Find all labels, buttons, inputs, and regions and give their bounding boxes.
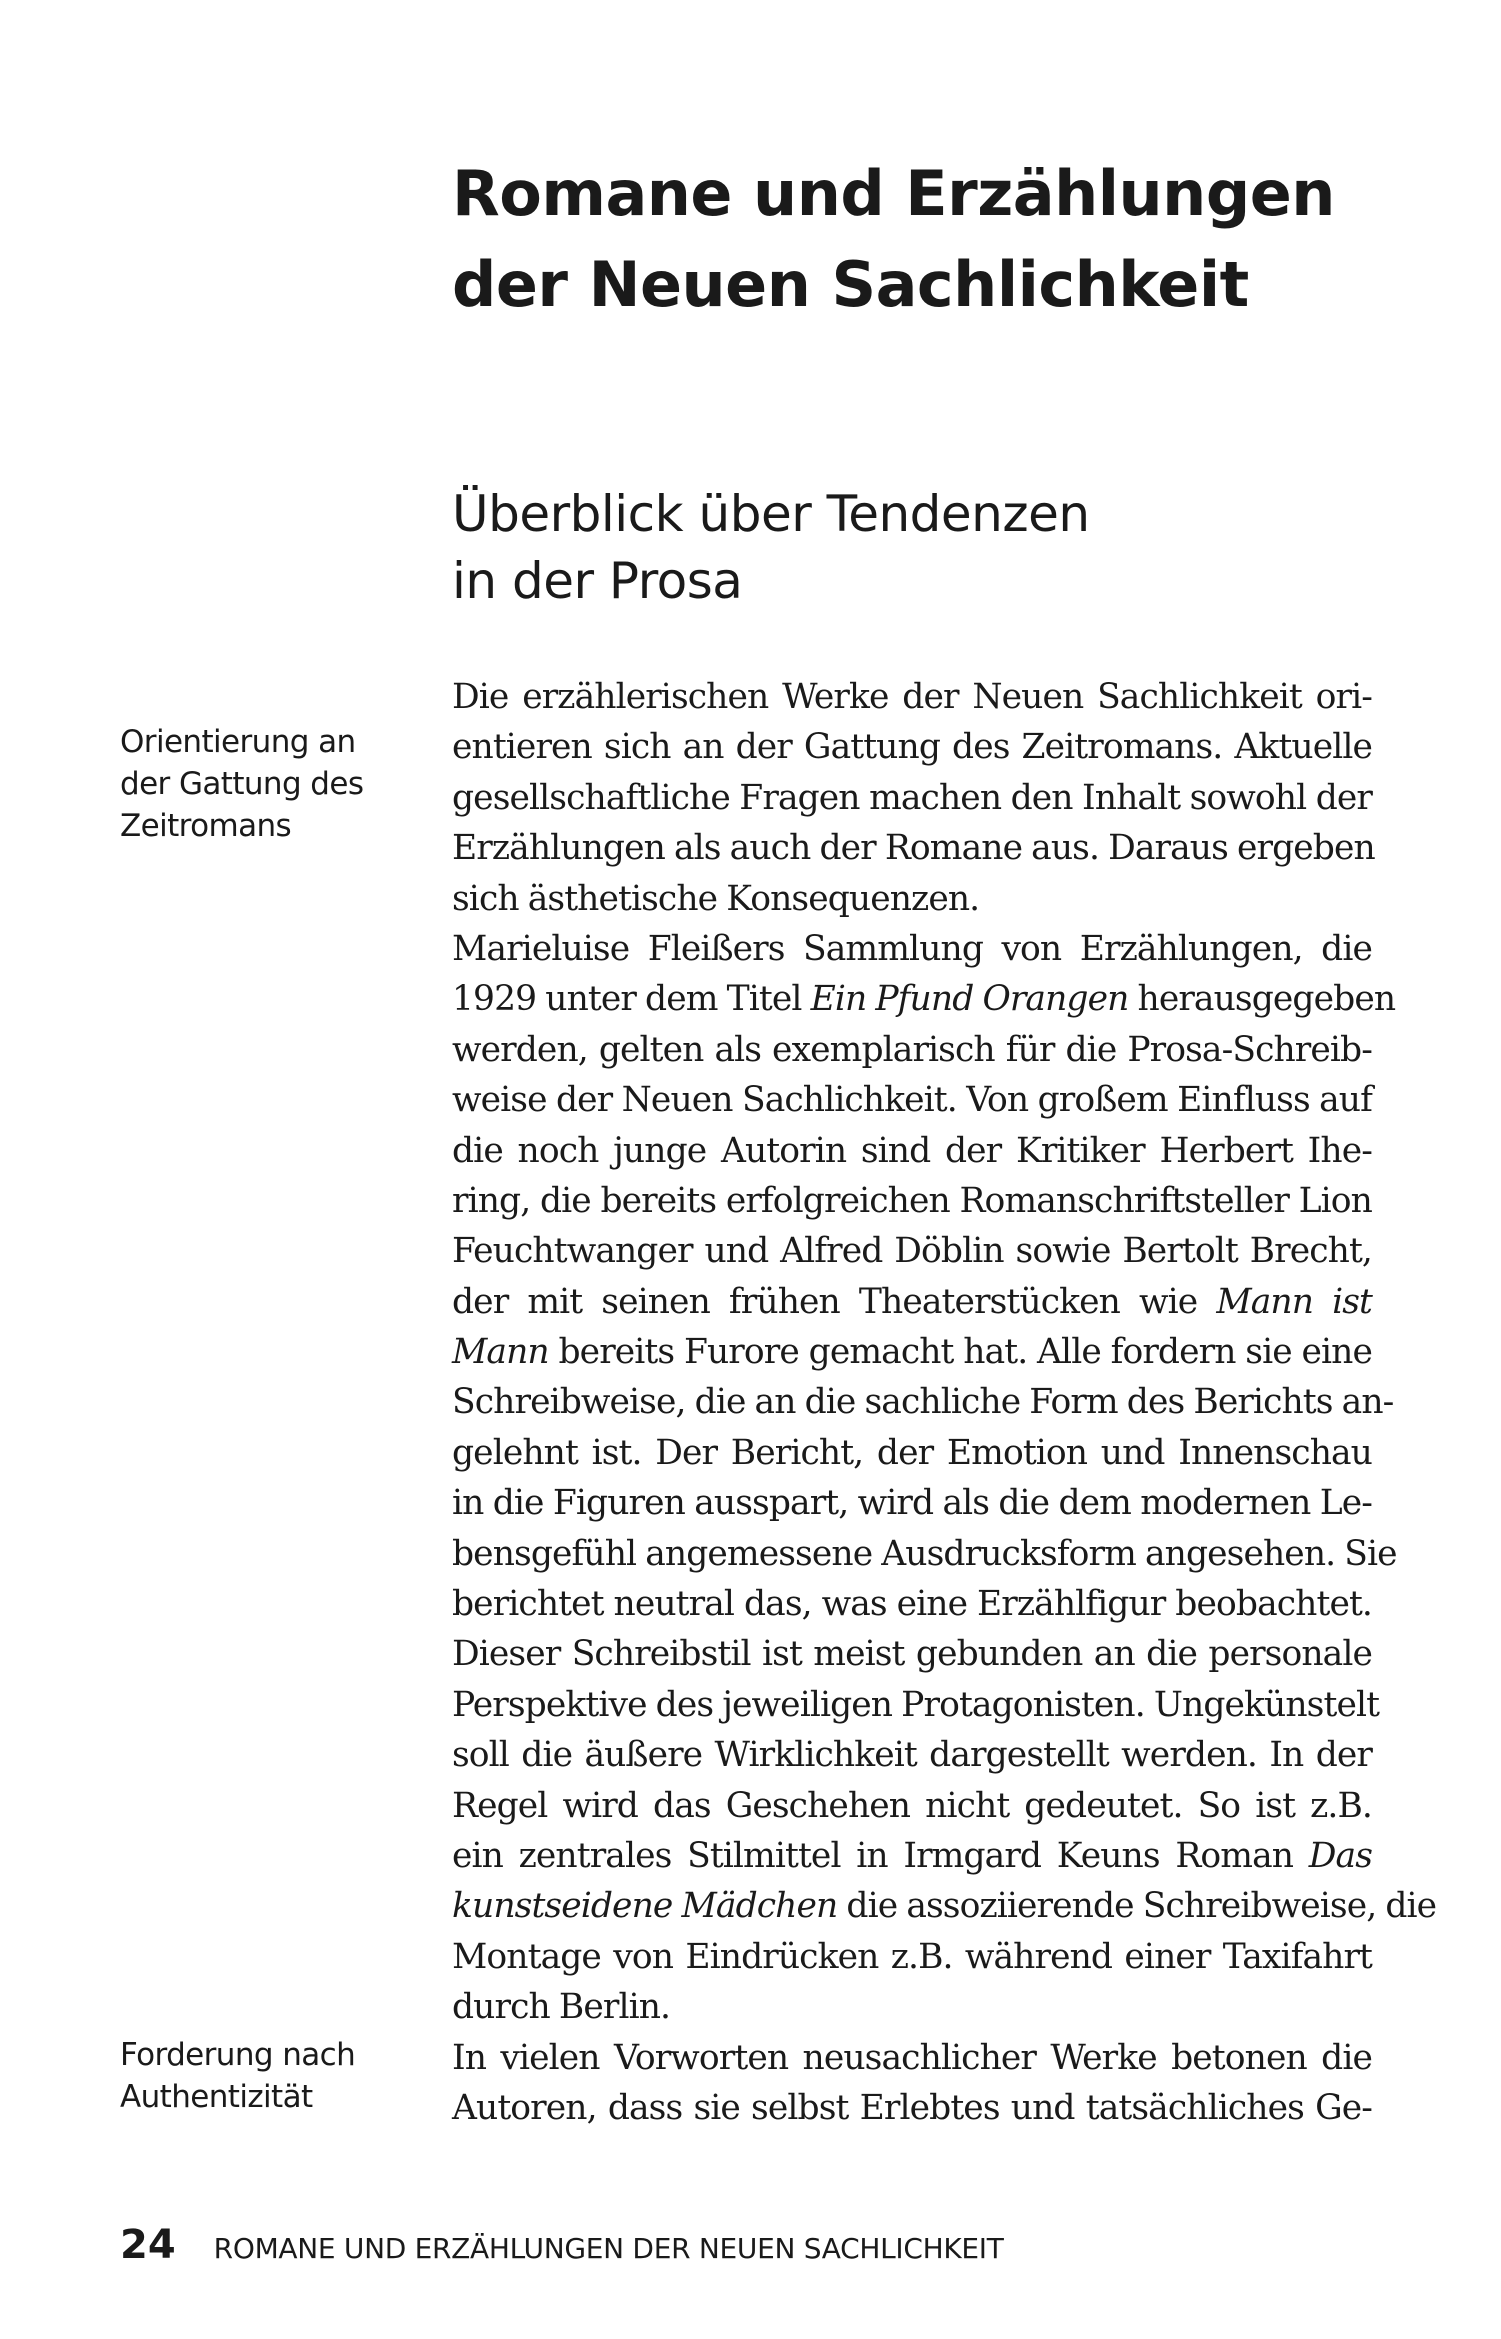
body-line bbox=[452, 1831, 1372, 1881]
margin-note-zeitroman bbox=[120, 721, 440, 847]
body-line: sich ästhetische Konsequenzen. bbox=[452, 878, 980, 919]
margin-note-authentizitaet bbox=[120, 2034, 440, 2118]
body-line: Die erzählerischen Werke der Neuen Sachlichkeit ori- bbox=[452, 677, 1372, 717]
body-line: Feuchtwanger und Alfred Döblin sowie Bertolt Brecht, bbox=[452, 1231, 1372, 1272]
book-title-ein-pfund-orangen: Ein Pfund Orangen bbox=[810, 979, 1129, 1020]
body-line: Erzählungen als auch der Romane aus. Daraus ergeben bbox=[452, 828, 1375, 869]
body-line: durch Berlin. bbox=[452, 1987, 671, 2028]
body-line-text: 1929 unter dem Titel bbox=[452, 979, 811, 1020]
body-line-text: der mit seinen frühen Theaterstücken wie bbox=[452, 1281, 1217, 1322]
body-line: soll die äußere Wirklichkeit dargestellt werden. In der bbox=[452, 1735, 1372, 1776]
section-title-line-1: Überblick über Tendenzen bbox=[452, 485, 1090, 543]
body-line: Perspektive des jeweiligen Protagonisten. Ungekünstelt bbox=[452, 1684, 1380, 1725]
body-line: Dieser Schreibstil ist meist gebunden an die personale bbox=[452, 1634, 1372, 1675]
body-line: ring, die bereits erfolgreichen Romanschriftsteller Lion bbox=[452, 1180, 1372, 1221]
body-line: berichtet neutral das, was eine Erzählfigur beobachtet. bbox=[452, 1584, 1372, 1625]
body-line: die noch junge Autorin sind der Kritiker Herbert Ihe- bbox=[452, 1130, 1372, 1171]
running-head: ROMANE UND ERZÄHLUNGEN DER NEUEN SACHLICHKEIT bbox=[213, 2232, 1004, 2265]
body-line: in die Figuren ausspart, wird als die dem modernen Le- bbox=[452, 1483, 1372, 1524]
chapter-title bbox=[452, 148, 1412, 330]
body-line: weise der Neuen Sachlichkeit. Von großem Einfluss auf bbox=[452, 1080, 1372, 1121]
body-line: Montage von Eindrücken z.B. während einer Taxifahrt bbox=[452, 1936, 1372, 1977]
body-line: gesellschaftliche Fragen machen den Inhalt sowohl der bbox=[452, 777, 1372, 818]
margin-note-line: Authentizität bbox=[120, 2079, 313, 2115]
body-line bbox=[452, 1277, 1372, 1327]
margin-note-line: Zeitromans bbox=[120, 808, 292, 844]
chapter-title-line-2: der Neuen Sachlichkeit bbox=[452, 248, 1249, 321]
chapter-title-line-1: Romane und Erzählungen bbox=[452, 157, 1335, 230]
page-footer bbox=[120, 2222, 1004, 2278]
page-number: 24 bbox=[120, 2222, 176, 2268]
margin-note-line: der Gattung des bbox=[120, 766, 364, 802]
body-line-text: die assoziierende Schreibweise, die bbox=[837, 1886, 1437, 1927]
novel-title-part-2: kunstseidene Mädchen bbox=[452, 1886, 838, 1927]
section-title-line-2: in der Prosa bbox=[452, 552, 743, 610]
play-title-mann-ist-mann-part-2: Mann bbox=[452, 1332, 549, 1373]
body-line: gelehnt ist. Der Bericht, der Emotion und Innenschau bbox=[452, 1432, 1372, 1473]
margin-note-line: Orientierung an bbox=[120, 724, 356, 760]
body-text bbox=[452, 672, 1437, 2133]
body-line: Schreibweise, die an die sachliche Form des Berichts an- bbox=[452, 1382, 1394, 1423]
margin-note-line: Forderung nach bbox=[120, 2037, 356, 2073]
body-line-text: bereits Furore gemacht hat. Alle fordern sie eine bbox=[548, 1332, 1372, 1373]
body-line: In vielen Vorworten neusachlicher Werke betonen die bbox=[452, 2037, 1372, 2078]
body-line-text: ein zentrales Stilmittel in Irmgard Keuns Roman bbox=[452, 1835, 1309, 1876]
body-line: werden, gelten als exemplarisch für die Prosa-Schreib- bbox=[452, 1029, 1372, 1070]
body-line: entieren sich an der Gattung des Zeitromans. Aktuelle bbox=[452, 727, 1372, 768]
play-title-mann-ist-mann-part-1: Mann ist bbox=[1216, 1281, 1373, 1322]
body-line: Regel wird das Geschehen nicht gedeutet. So ist z.B. bbox=[452, 1785, 1372, 1826]
novel-title-part-1: Das bbox=[1308, 1835, 1372, 1876]
body-line: Autoren, dass sie selbst Erlebtes und tatsächliches Ge- bbox=[452, 2087, 1372, 2128]
body-line bbox=[452, 1327, 1372, 1377]
body-line bbox=[452, 1881, 1437, 1931]
section-title bbox=[452, 481, 1412, 615]
body-line: bensgefühl angemessene Ausdrucksform angesehen. Sie bbox=[452, 1533, 1397, 1574]
body-line bbox=[452, 974, 1396, 1024]
body-line-text: herausgegeben bbox=[1128, 979, 1396, 1020]
body-line: Marieluise Fleißers Sammlung von Erzählungen, die bbox=[452, 928, 1372, 969]
